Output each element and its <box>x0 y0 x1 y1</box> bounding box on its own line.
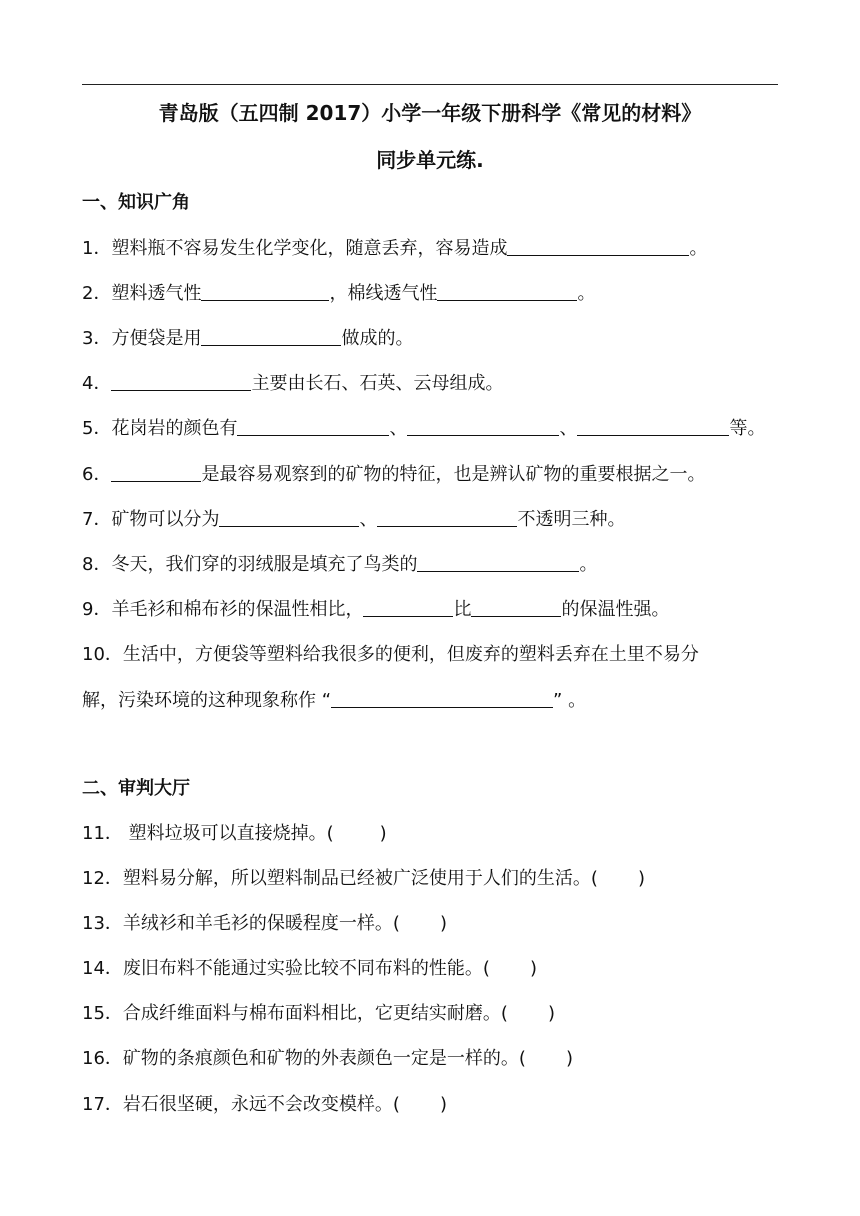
answer-blank[interactable] <box>471 598 561 617</box>
question-7 <box>82 505 625 531</box>
question-2 <box>82 279 595 305</box>
question-text: 。 <box>577 283 596 304</box>
question-1 <box>82 234 707 260</box>
answer-blank[interactable] <box>507 237 689 256</box>
question-text: ) <box>529 958 537 979</box>
question-text: ” 。 <box>553 690 587 711</box>
question-text: 16．矿物的条痕颜色和矿物的外表颜色一定是一样的。( <box>82 1048 526 1069</box>
question-6 <box>82 460 705 486</box>
answer-blank[interactable] <box>407 417 559 436</box>
question-15 <box>82 999 555 1025</box>
question-text: 17．岩石很坚硬，永远不会改变模样。( <box>82 1094 400 1115</box>
question-10-line1 <box>82 640 699 666</box>
question-3 <box>82 324 413 350</box>
question-text: ) <box>565 1048 573 1069</box>
question-text: 等。 <box>729 418 766 439</box>
question-text: 1．塑料瓶不容易发生化学变化，随意丢弃，容易造成 <box>82 238 508 259</box>
question-text: 比 <box>453 599 472 620</box>
answer-blank[interactable] <box>331 689 553 708</box>
question-text: ) <box>439 1094 447 1115</box>
question-16 <box>82 1044 573 1070</box>
answer-blank[interactable] <box>201 327 341 346</box>
page-subtitle: 同步单元练. <box>376 148 484 172</box>
answer-blank[interactable] <box>577 417 729 436</box>
question-text: 。 <box>579 554 598 575</box>
answer-blank[interactable] <box>219 508 359 527</box>
question-text: 9．羊毛衫和棉布衫的保温性相比， <box>82 599 364 620</box>
question-5 <box>82 414 765 440</box>
question-text: 13．羊绒衫和羊毛衫的保暖程度一样。( <box>82 913 400 934</box>
answer-blank[interactable] <box>377 508 517 527</box>
question-text: 8．冬天，我们穿的羽绒服是填充了鸟类的 <box>82 554 418 575</box>
question-text: 12．塑料易分解，所以塑料制品已经被广泛使用于人们的生活。( <box>82 868 598 889</box>
header-rule <box>82 84 778 85</box>
question-text: 6． <box>82 464 112 485</box>
section1-heading: 一、知识广角 <box>82 192 190 213</box>
question-text: 。 <box>689 238 708 259</box>
answer-blank[interactable] <box>237 417 389 436</box>
question-text: 做成的。 <box>341 328 414 349</box>
question-text: 解，污染环境的这种现象称作 “ <box>82 690 332 711</box>
answer-blank[interactable] <box>201 282 329 301</box>
answer-blank[interactable] <box>111 372 251 391</box>
answer-blank[interactable] <box>417 553 579 572</box>
section2-heading: 二、审判大厅 <box>82 778 190 799</box>
question-8 <box>82 550 597 576</box>
question-text: ) <box>439 913 447 934</box>
question-17 <box>82 1090 447 1116</box>
question-12 <box>82 864 645 890</box>
answer-blank[interactable] <box>111 463 201 482</box>
question-text: 7．矿物可以分为 <box>82 509 220 530</box>
question-4 <box>82 369 503 395</box>
question-text: 主要由长石、石英、云母组成。 <box>251 373 504 394</box>
question-text: 11． 塑料垃圾可以直接烧掉。( <box>82 823 334 844</box>
page-title: 青岛版（五四制 2017）小学一年级下册科学《常见的材料》 <box>158 101 702 125</box>
question-text: 2．塑料透气性 <box>82 283 202 304</box>
answer-blank[interactable] <box>363 598 453 617</box>
question-text: 、 <box>389 418 408 439</box>
question-text: 是最容易观察到的矿物的特征，也是辨认矿物的重要根据之一。 <box>201 464 706 485</box>
question-13 <box>82 909 447 935</box>
question-text: ) <box>637 868 645 889</box>
question-text: 、 <box>359 509 378 530</box>
question-text: ，棉线透气性 <box>329 283 438 304</box>
question-14 <box>82 954 537 980</box>
question-11 <box>82 819 387 845</box>
question-text: 5．花岗岩的颜色有 <box>82 418 238 439</box>
question-text: 14．废旧布料不能通过实验比较不同布料的性能。( <box>82 958 490 979</box>
question-text: 10．生活中，方便袋等塑料给我很多的便利，但废弃的塑料丢弃在土里不易分 <box>82 644 699 665</box>
question-text: ) <box>379 823 387 844</box>
question-10-line2 <box>82 686 586 712</box>
question-text: 、 <box>559 418 578 439</box>
question-text: 3．方便袋是用 <box>82 328 202 349</box>
question-text: 15．合成纤维面料与棉布面料相比，它更结实耐磨。( <box>82 1003 508 1024</box>
question-text: ) <box>547 1003 555 1024</box>
question-text: 不透明三种。 <box>517 509 626 530</box>
question-text: 的保温性强。 <box>561 599 670 620</box>
question-text: 4． <box>82 373 112 394</box>
answer-blank[interactable] <box>437 282 577 301</box>
question-9 <box>82 595 669 621</box>
